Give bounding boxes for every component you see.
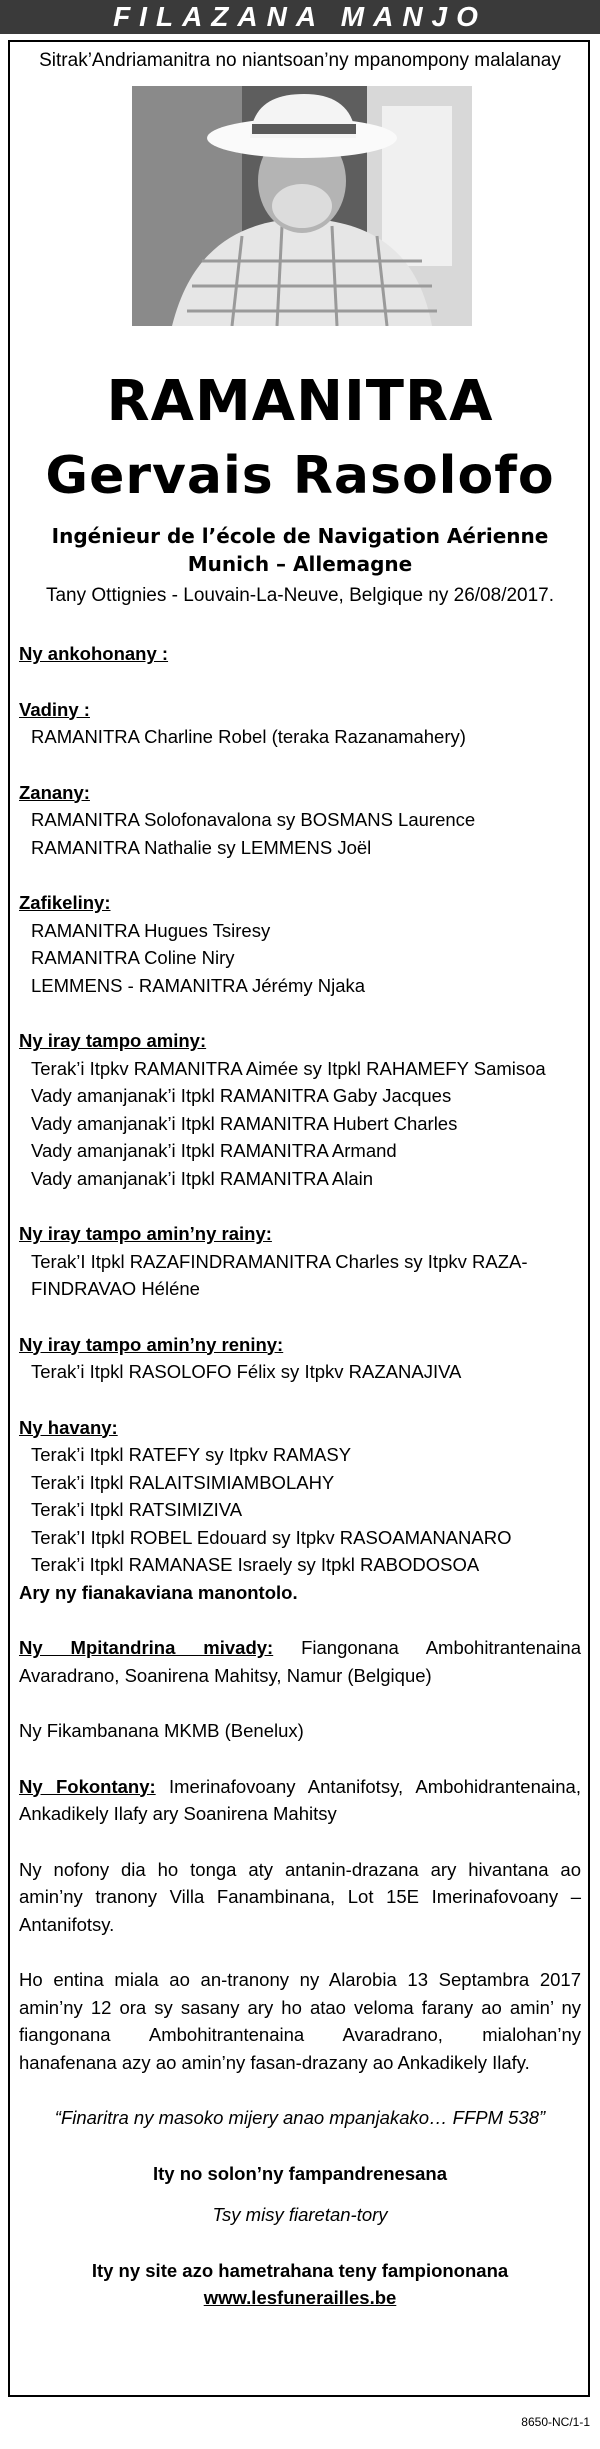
place-and-date: Tany Ottignies - Louvain-La-Neuve, Belgique ny 26/08/2017. — [45, 585, 555, 606]
list-item: Terak’i Itpkl RATEFY sy Itpkv RAMASY — [31, 1444, 352, 1465]
entina-paragraph: Ho entina miala ao an-tranony ny Alarobia 13 Septambra 2017 amin’ny 12 ora sy sasany ary ho atao veloma farany ao amin’ ny fiangonana Ambohitrantenaina Avaradrano, mialohan’ny hanafenana azy ao amin’ny fasan-drazany ao Ankadikely Ilafy. — [19, 1969, 581, 2073]
nofony-paragraph: Ny nofony dia ho tonga aty antanin-drazana ary hivantana ao amin’ny tranony Villa Fanambinana, Lot 15E Imerinafovoany – Antanifotsy. — [19, 1858, 581, 1935]
list-item: Terak’i Itpkl RAMANASE Israely sy Itpkl RABODOSOA — [31, 1554, 480, 1575]
deceased-given-names: Gervais Rasolofo — [45, 446, 555, 506]
fokontany-paragraph — [19, 1773, 581, 1828]
site-line: Ity ny site azo hametrahana teny fampiononana — [91, 2259, 509, 2281]
fokontany-text: Imerinafovoany Antanifotsy, Ambohidrantenaina, Ankadikely Ilafy ary Soanirena Mahitsy — [19, 1775, 581, 1824]
list-item: Vady amanjanak’i Itpkl RAMANITRA Alain — [31, 1167, 374, 1189]
profession-line-1: Ingénieur de l’école de Navigation Aérienne — [51, 524, 549, 548]
profession-line-2: Munich – Allemagne — [187, 552, 413, 576]
list-item: Terak’I Itpkl ROBEL Edouard sy Itpkv RASOAMANANARO — [31, 1526, 512, 1548]
reference-code: 8650-NC/1-1 — [521, 2415, 590, 2429]
iray-tampo-heading: Ny iray tampo aminy: — [19, 1030, 207, 1051]
header-title: FILAZANA MANJO — [0, 0, 600, 34]
ankohonany-heading: Ny ankohonany : — [19, 643, 169, 664]
obituary-body — [19, 640, 581, 2312]
list-item: RAMANITRA Charline Robel (teraka Razanamahery) — [31, 726, 466, 747]
family-closing: Ary ny fianakaviana manontolo. — [19, 1581, 298, 1603]
zafikeliny-heading: Zafikeliny: — [19, 892, 111, 913]
solon-text: Ity no solon’ny fampandrenesana — [152, 2162, 447, 2184]
mpitandrina-paragraph — [19, 1634, 581, 1689]
site-url-link[interactable]: www.lesfunerailles.be — [203, 2287, 397, 2308]
list-item: Terak’i Itpkl RASOLOFO Félix sy Itpkv RAZANAJIVA — [31, 1361, 462, 1382]
quote-text: “Finaritra ny masoko mijery anao mpanjakako… FFPM 538” — [54, 2107, 546, 2128]
list-item: Vady amanjanak’i Itpkl RAMANITRA Hubert Charles — [31, 1112, 458, 1134]
havany-heading: Ny havany: — [19, 1416, 118, 1438]
vadiny-heading: Vadiny : — [19, 698, 90, 720]
portrait-photo — [132, 86, 472, 326]
deceased-surname: RAMANITRA — [106, 369, 494, 434]
list-item: Terak’i Itpkv RAMANITRA Aimée sy Itpkl RAHAMEFY Samisoa — [31, 1057, 546, 1079]
fokontany-heading: Ny Fokontany: — [19, 1775, 156, 1797]
list-item: Terak’I Itpkl RAZAFINDRAMANITRA Charles sy Itpkv RAZA- — [31, 1250, 528, 1272]
list-item: RAMANITRA Solofonavalona sy BOSMANS Laurence — [31, 809, 476, 830]
rainy-heading: Ny iray tampo amin’ny rainy: — [19, 1223, 272, 1244]
fiaretan-text: Tsy misy fiaretan-tory — [212, 2204, 388, 2225]
list-item: Terak’i Itpkl RALAITSIMIAMBOLAHY — [31, 1471, 335, 1493]
list-item: Terak’i Itpkl RATSIMIZIVA — [31, 1499, 243, 1520]
list-item: FINDRAVAO Héléne — [31, 1278, 200, 1299]
list-item: RAMANITRA Nathalie sy LEMMENS Joël — [31, 836, 372, 858]
list-item: LEMMENS - RAMANITRA Jérémy Njaka — [31, 974, 366, 996]
zanany-heading: Zanany: — [19, 781, 90, 803]
list-item: Vady amanjanak’i Itpkl RAMANITRA Gaby Jacques — [31, 1085, 452, 1106]
fikambanana-text: Ny Fikambanana MKMB (Benelux) — [19, 1720, 304, 1741]
intro-text: Sitrak’Andriamanitra no niantsoan’ny mpanompony malalanay — [39, 50, 561, 71]
portrait-illustration — [132, 86, 472, 326]
reniny-heading: Ny iray tampo amin’ny reniny: — [19, 1333, 284, 1355]
list-item: Vady amanjanak’i Itpkl RAMANITRA Armand — [31, 1140, 397, 1161]
list-item: RAMANITRA Hugues Tsiresy — [31, 919, 271, 941]
mpitandrina-text: Fiangonana Ambohitrantenaina Avaradrano, Soanirena Mahitsy, Namur (Belgique) — [19, 1637, 581, 1686]
mpitandrina-heading: Ny Mpitandrina mivady: — [19, 1637, 274, 1658]
list-item: RAMANITRA Coline Niry — [31, 947, 235, 968]
